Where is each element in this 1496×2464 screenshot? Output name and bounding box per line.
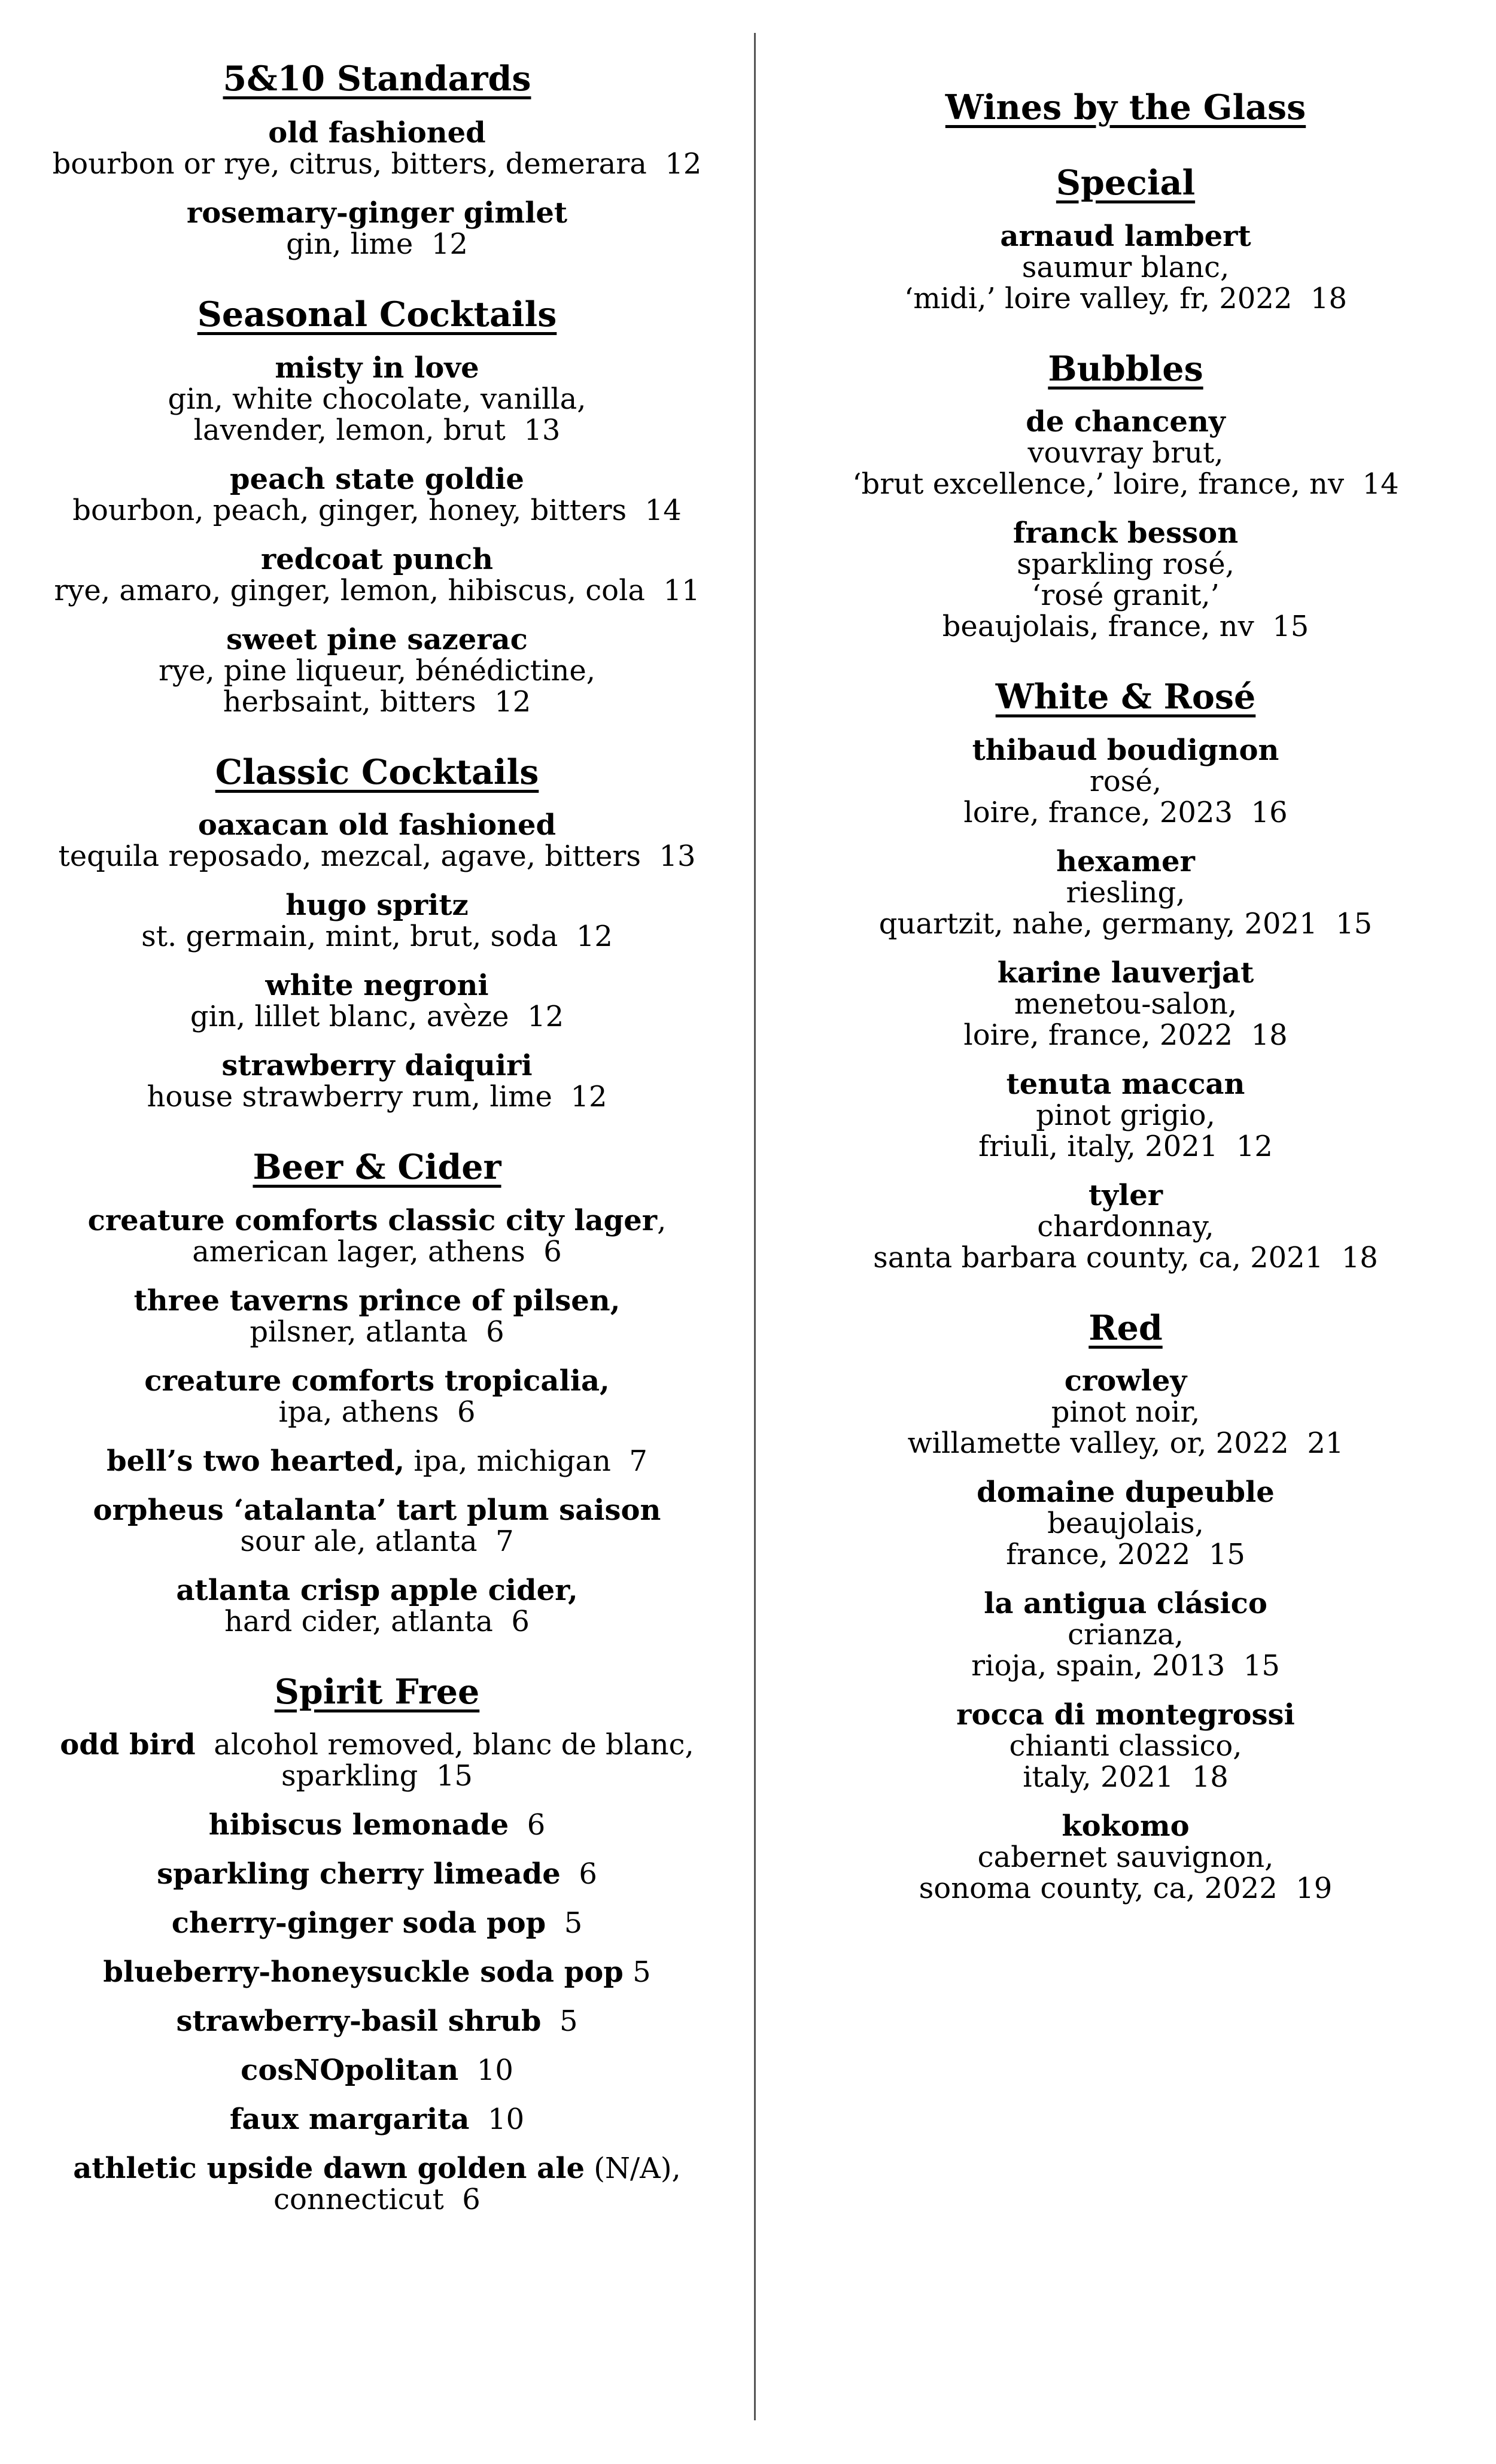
menu-item-name: hexamer	[1056, 844, 1195, 878]
item-spacer	[0, 526, 754, 544]
menu-item	[0, 624, 754, 717]
menu-item	[755, 1069, 1496, 1162]
menu-item-line	[0, 117, 754, 148]
menu-item-detail: quartzit, nahe, germany, 2021 15	[878, 906, 1373, 941]
menu-item	[0, 1050, 754, 1112]
item-spacer	[0, 952, 754, 970]
menu-item-suffix: ,	[657, 1203, 667, 1237]
menu-item-name: atlanta crisp apple cider,	[176, 1573, 578, 1607]
menu-item-name: athletic upside dawn golden ale	[73, 2151, 585, 2185]
menu-item-name: rocca di montegrossi	[956, 1698, 1295, 1732]
item-spacer	[755, 939, 1496, 957]
menu-item-detail: pinot grigio,	[1036, 1098, 1215, 1132]
menu-item	[0, 970, 754, 1032]
menu-item-suffix: 10	[458, 2053, 513, 2087]
menu-item	[755, 518, 1496, 642]
menu-item	[755, 957, 1496, 1051]
menu-item-detail: gin, lime 12	[286, 227, 468, 261]
menu-item-line	[755, 1180, 1496, 1211]
menu-item	[0, 2006, 754, 2037]
menu-item-name: creature comforts classic city lager	[87, 1203, 658, 1237]
section-title-classic-cocktails: Classic Cocktails	[215, 752, 539, 792]
menu-item-line	[0, 1205, 754, 1236]
item-spacer	[0, 2037, 754, 2055]
section-items	[755, 735, 1496, 1273]
menu-item-detail: ipa, athens 6	[278, 1395, 476, 1429]
menu-item-suffix: 6	[509, 1808, 546, 1842]
menu-item	[0, 544, 754, 606]
menu-item	[755, 1477, 1496, 1570]
right-column	[755, 0, 1496, 1904]
menu-item-detail: menetou-salon,	[1014, 987, 1237, 1021]
menu-item-detail: crianza,	[1068, 1617, 1184, 1651]
menu-item-detail: tequila reposado, mezcal, agave, bitters 13	[58, 839, 696, 874]
menu-item-line	[755, 957, 1496, 988]
item-spacer	[755, 1570, 1496, 1588]
menu-item	[0, 1285, 754, 1347]
menu-item-detail: rioja, spain, 2013 15	[971, 1648, 1280, 1683]
menu-item-detail: ‘rosé granit,’	[1032, 579, 1220, 613]
section-title-white-rose: White & Rosé	[995, 677, 1256, 717]
menu-item	[755, 735, 1496, 828]
menu-item	[0, 1365, 754, 1428]
menu-item-line	[0, 1446, 754, 1477]
menu-item-detail: gin, lillet blanc, avèze 12	[190, 1000, 564, 1034]
menu-item	[0, 1858, 754, 1890]
section-items	[755, 406, 1496, 642]
item-spacer	[0, 2135, 754, 2153]
menu-item-name: faux margarita	[229, 2102, 470, 2136]
section-title-bubbles: Bubbles	[1048, 348, 1203, 389]
menu-item-detail: sparkling 15	[281, 1759, 473, 1793]
menu-item-suffix: 5	[541, 2004, 578, 2038]
item-spacer	[755, 500, 1496, 518]
menu-item-name: misty in love	[275, 351, 479, 385]
menu-item-name: domaine dupeuble	[977, 1475, 1275, 1509]
menu-item-detail: lavender, lemon, brut 13	[193, 413, 561, 447]
menu-item-detail: loire, france, 2023 16	[963, 795, 1288, 829]
menu-item-detail: bourbon or rye, citrus, bitters, demerara 12	[52, 147, 702, 181]
section-title-special: Special	[1056, 163, 1196, 203]
section-items	[0, 1729, 754, 2215]
menu-item-name: franck besson	[1012, 516, 1239, 550]
item-spacer	[0, 1841, 754, 1858]
menu-item-name: white negroni	[265, 969, 489, 1003]
menu-item-name: la antigua clásico	[984, 1586, 1267, 1620]
menu-item	[0, 117, 754, 180]
item-spacer	[0, 1890, 754, 1908]
item-spacer	[0, 2086, 754, 2104]
menu-item-detail: bourbon, peach, ginger, honey, bitters 14	[72, 493, 682, 527]
menu-item-name: hugo spritz	[285, 889, 469, 923]
item-spacer	[755, 1681, 1496, 1699]
menu-item-line	[755, 1365, 1496, 1397]
section-items	[0, 117, 754, 260]
menu-item	[0, 1809, 754, 1841]
menu-item-detail: cabernet sauvignon,	[977, 1840, 1274, 1874]
menu-item-detail: gin, white chocolate, vanilla,	[168, 382, 586, 416]
item-spacer	[755, 1793, 1496, 1811]
menu-item-name: strawberry daiquiri	[221, 1049, 533, 1083]
item-spacer	[0, 1939, 754, 1957]
item-spacer	[755, 828, 1496, 846]
item-spacer	[0, 1557, 754, 1575]
menu-item	[0, 890, 754, 952]
menu-item-line	[755, 846, 1496, 877]
menu-item-line	[0, 2055, 754, 2086]
menu-item-line	[0, 1365, 754, 1397]
menu-item-name: redcoat punch	[260, 542, 494, 576]
menu-item	[0, 464, 754, 526]
menu-item-detail: pilsner, atlanta 6	[250, 1315, 504, 1349]
item-spacer	[0, 1477, 754, 1495]
menu-item-name: strawberry-basil shrub	[176, 2004, 542, 2038]
menu-item-name: odd bird	[60, 1727, 196, 1762]
menu-item-line	[0, 1809, 754, 1841]
section-items	[0, 810, 754, 1112]
menu-item	[0, 1205, 754, 1267]
menu-item-detail: st. germain, mint, brut, soda 12	[141, 920, 613, 954]
menu-item	[755, 1365, 1496, 1459]
menu-item-line	[0, 890, 754, 921]
menu-item-detail: ‘brut excellence,’ loire, france, nv 14	[852, 467, 1399, 501]
menu-item	[0, 1908, 754, 1939]
menu-item-name: karine lauverjat	[997, 956, 1254, 990]
menu-item	[0, 197, 754, 260]
section-items	[755, 221, 1496, 314]
menu-item	[0, 2104, 754, 2135]
menu-item-line	[755, 1811, 1496, 1842]
menu-item-name: oaxacan old fashioned	[197, 808, 557, 842]
menu-item-detail: santa barbara county, ca, 2021 18	[873, 1240, 1378, 1274]
menu-item-detail: chianti classico,	[1009, 1729, 1242, 1763]
section-items	[0, 1205, 754, 1637]
menu-item-line	[0, 2104, 754, 2135]
menu-item-suffix: 5	[546, 1906, 583, 1940]
item-spacer	[755, 1051, 1496, 1069]
menu-item-name: tenuta maccan	[1006, 1067, 1245, 1101]
menu-item-line	[755, 1588, 1496, 1619]
menu-item-suffix: 5	[623, 1955, 651, 1989]
left-column	[0, 0, 754, 2215]
menu-item-name: blueberry-honeysuckle soda pop	[103, 1955, 624, 1989]
menu-item-detail: beaujolais,	[1047, 1506, 1204, 1540]
menu-item-line	[0, 197, 754, 229]
menu-item-line	[755, 1069, 1496, 1100]
menu-item	[755, 1588, 1496, 1681]
menu-item-detail: saumur blanc,	[1021, 250, 1230, 284]
menu-item-suffix: 6	[560, 1857, 597, 1891]
menu-item-name: three taverns prince of pilsen,	[133, 1283, 621, 1318]
menu-item-detail: vouvray brut,	[1027, 436, 1224, 470]
menu-item-line	[0, 1858, 754, 1890]
section-title-beer-cider: Beer & Cider	[253, 1147, 501, 1188]
menu-item-name: tyler	[1088, 1178, 1163, 1212]
menu-item-name: cosNOpolitan	[241, 2053, 459, 2087]
menu-item-detail: ‘midi,’ loire valley, fr, 2022 18	[904, 281, 1347, 315]
menu-item	[0, 1957, 754, 1988]
item-spacer	[755, 1162, 1496, 1180]
menu-item-name: peach state goldie	[230, 462, 524, 496]
menu-item-line	[0, 810, 754, 841]
menu-item	[0, 1446, 754, 1477]
section-title-red: Red	[1088, 1307, 1163, 1348]
menu-item	[755, 406, 1496, 500]
menu-item-line	[0, 1729, 754, 1760]
menu-item	[0, 1495, 754, 1557]
menu-item-name: cherry-ginger soda pop	[171, 1906, 546, 1940]
menu-item-name: hibiscus lemonade	[208, 1808, 509, 1842]
menu-item	[0, 352, 754, 446]
item-spacer	[0, 1791, 754, 1809]
menu-item	[0, 810, 754, 872]
item-spacer	[0, 606, 754, 624]
menu-item-line	[0, 544, 754, 575]
item-spacer	[0, 180, 754, 197]
wines-title: Wines by the Glass	[945, 87, 1306, 127]
menu-item-line	[755, 518, 1496, 549]
menu-item-line	[755, 1699, 1496, 1730]
menu-item-detail: france, 2022 15	[1006, 1537, 1245, 1571]
menu-item-detail: chardonnay,	[1037, 1209, 1214, 1243]
menu-item-detail: riesling,	[1066, 875, 1185, 909]
menu-item-line	[0, 624, 754, 655]
menu-item-line	[755, 735, 1496, 766]
item-spacer	[0, 1988, 754, 2006]
menu-item-detail: loire, france, 2022 18	[963, 1018, 1288, 1052]
menu-item-name: de chanceny	[1026, 405, 1226, 439]
menu-item-line	[0, 464, 754, 495]
menu-item-line	[0, 2006, 754, 2037]
menu-item-detail: willamette valley, or, 2022 21	[907, 1426, 1344, 1460]
menu-item-detail: beaujolais, france, nv 15	[942, 610, 1309, 644]
menu-item-name: sweet pine sazerac	[226, 622, 528, 656]
menu-item-detail: rosé,	[1089, 764, 1162, 798]
item-spacer	[0, 1267, 754, 1285]
menu-item	[755, 1699, 1496, 1793]
menu-item-name: crowley	[1064, 1364, 1187, 1398]
menu-item-name: thibaud boudignon	[972, 733, 1279, 767]
menu-item-suffix: alcohol removed, blanc de blanc,	[195, 1727, 694, 1762]
menu-item-line	[0, 1495, 754, 1526]
menu-item-suffix: ipa, michigan 7	[405, 1444, 647, 1478]
menu-item-line	[0, 1908, 754, 1939]
menu-item-line	[755, 406, 1496, 437]
menu-item-name: arnaud lambert	[1000, 219, 1251, 253]
menu-item-detail: sonoma county, ca, 2022 19	[919, 1871, 1333, 1905]
menu-item-line	[0, 2153, 754, 2184]
item-spacer	[755, 1459, 1496, 1477]
menu-item-detail: herbsaint, bitters 12	[223, 685, 531, 719]
section-items	[755, 1365, 1496, 1904]
menu-item-detail: pinot noir,	[1051, 1395, 1200, 1429]
menu-item-detail: sparkling rosé,	[1017, 547, 1234, 582]
menu-item-suffix: 10	[469, 2102, 525, 2136]
menu-item-name: bell’s two hearted,	[107, 1444, 405, 1478]
menu-item	[0, 2153, 754, 2215]
menu-item-name: old fashioned	[268, 116, 486, 150]
menu-item-detail: connecticut 6	[273, 2182, 481, 2216]
menu-item-line	[0, 352, 754, 384]
menu-item-line	[0, 1575, 754, 1606]
section-items	[0, 352, 754, 717]
item-spacer	[0, 1032, 754, 1050]
menu-item	[0, 2055, 754, 2086]
menu-item-line	[0, 1050, 754, 1081]
menu-item	[0, 1729, 754, 1791]
menu-item-name: creature comforts tropicalia,	[144, 1364, 610, 1398]
menu-item-name: kokomo	[1062, 1809, 1190, 1843]
menu-item	[755, 846, 1496, 939]
section-title-standards: 5&10 Standards	[223, 59, 531, 99]
menu-item-detail: american lager, athens 6	[192, 1234, 562, 1268]
item-spacer	[0, 446, 754, 464]
menu-item-name: sparkling cherry limeade	[157, 1857, 561, 1891]
menu-item-line	[0, 1957, 754, 1988]
item-spacer	[0, 872, 754, 890]
menu-item-line	[755, 221, 1496, 252]
menu-item	[755, 1811, 1496, 1904]
menu-item-detail: hard cider, atlanta 6	[224, 1604, 530, 1638]
menu-item-detail: rye, pine liqueur, bénédictine,	[158, 653, 596, 688]
menu-item-name: rosemary-ginger gimlet	[186, 196, 568, 230]
menu-item-line	[755, 1477, 1496, 1508]
menu-item-name: orpheus ‘atalanta’ tart plum saison	[93, 1493, 661, 1527]
menu-item-detail: sour ale, atlanta 7	[240, 1524, 514, 1558]
menu-item-detail: friuli, italy, 2021 12	[978, 1129, 1273, 1163]
menu-item-line	[0, 1285, 754, 1316]
menu-item	[755, 1180, 1496, 1273]
menu-item-detail: italy, 2021 18	[1023, 1760, 1229, 1794]
menu-item-line	[0, 970, 754, 1001]
section-title-spirit-free: Spirit Free	[274, 1671, 480, 1712]
item-spacer	[0, 1428, 754, 1446]
menu-item-detail: house strawberry rum, lime 12	[147, 1080, 607, 1114]
section-title-seasonal-cocktails: Seasonal Cocktails	[197, 294, 557, 335]
menu-item	[755, 221, 1496, 314]
menu-item-suffix: (N/A),	[585, 2151, 681, 2185]
item-spacer	[0, 1347, 754, 1365]
menu-item-detail: rye, amaro, ginger, lemon, hibiscus, cola 11	[54, 573, 700, 607]
menu-item	[0, 1575, 754, 1637]
